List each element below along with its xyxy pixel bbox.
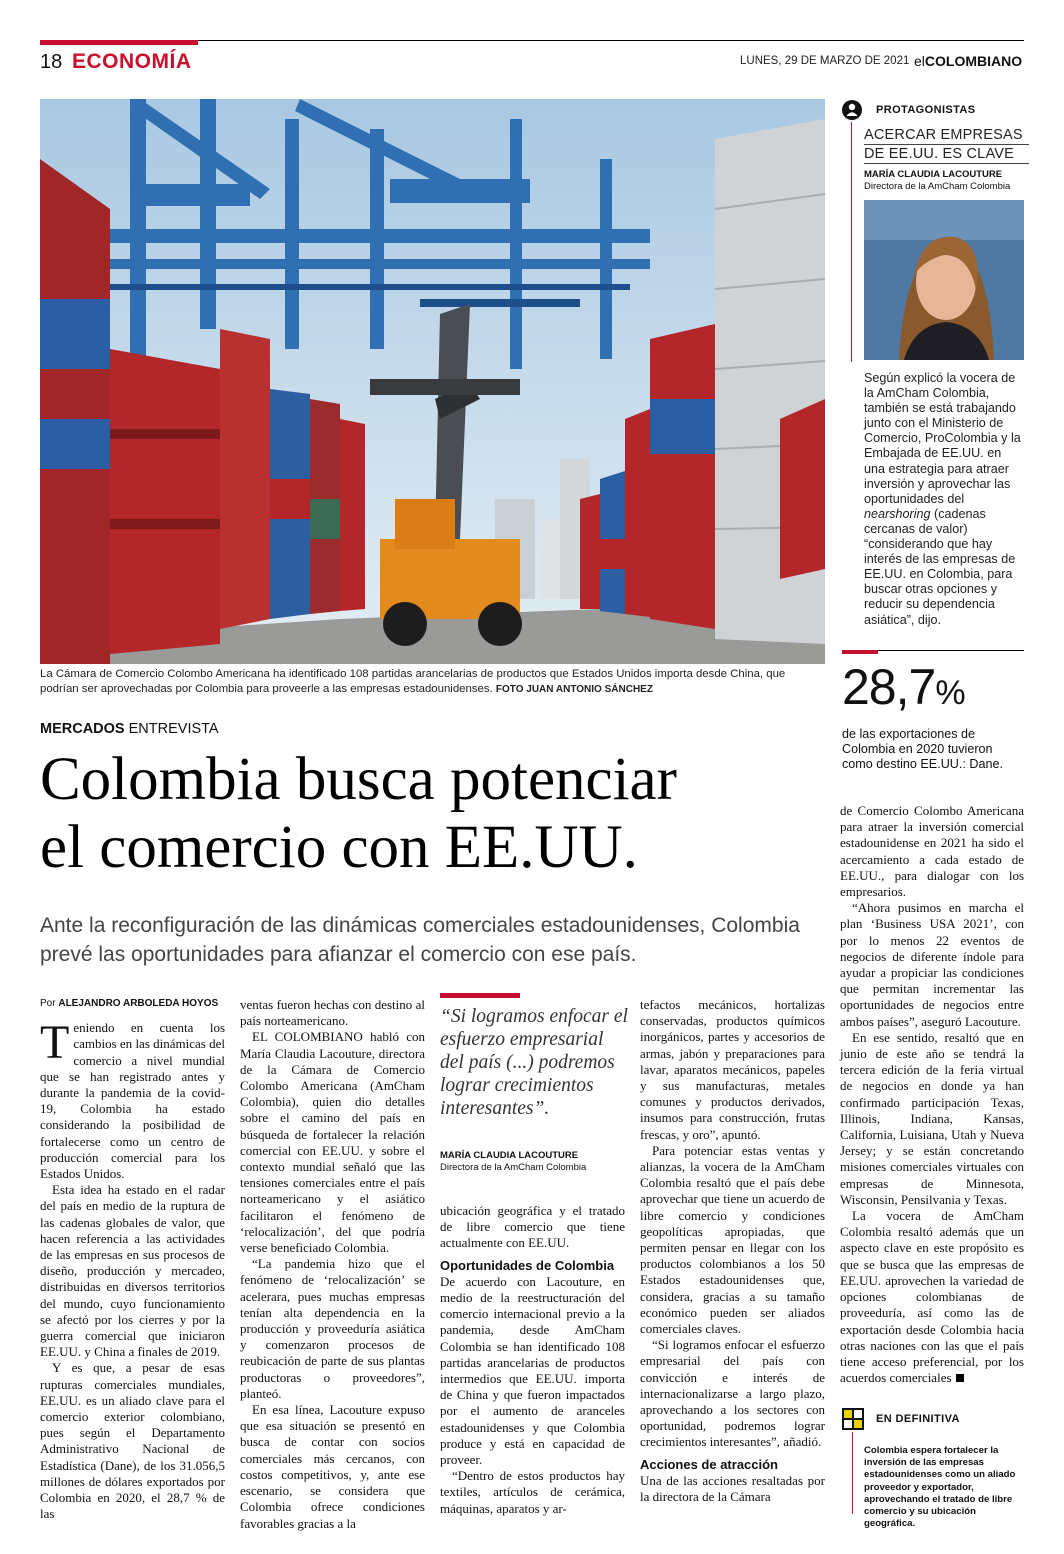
summary-label: EN DEFINITIVA — [876, 1413, 960, 1425]
article-headline — [40, 746, 830, 882]
article-lead: Ante la reconfiguración de las dinámicas comerciales estadounidenses, Colombia prevé las oportunidades para afianzar el comercio con ese país. — [40, 914, 800, 966]
stat-unit: % — [935, 674, 965, 712]
sidebar-label: PROTAGONISTAS — [876, 104, 976, 116]
paragraph: de Comercio Colombo Americana para atraer la inversión comercial estadounidense en 2021 ha sido el acercamiento a cada estado de EE.UU., para dialogar con los empresarios. — [840, 803, 1024, 900]
paragraph: Una de las acciones resaltadas por la directora de la Cámara — [640, 1472, 825, 1505]
paragraph: “La pandemia hizo que el fenómeno de ‘relocalización’ se acelerara, pues muchas empresas tenían alta dependencia en la producción y proveeduría asiática y comenzaron procesos de reubicación de parte de sus plantas productoras o proveedores”, planteó. — [240, 1256, 425, 1401]
paragraph — [40, 1016, 225, 1182]
byline — [40, 996, 225, 1012]
kicker-topic: MERCADOS — [40, 721, 125, 737]
logo-prefix: el — [914, 53, 925, 69]
quote-author: MARÍA CLAUDIA LACOUTURE — [440, 1150, 579, 1161]
paragraph: Para potenciar estas ventas y alianzas, la vocera de la AmCham Colombia resaltó que el país debe aprovechar que tiene un acuerdo de libre comercio y condiciones geopolíticas apropiadas, que permiten pensar en llegar con los productos colombianos a los 50 Estados estadounidenses que, considera, gracias a su tamaño económico pueden ser aliados comerciales claves. — [640, 1142, 825, 1337]
sidebar-title — [864, 126, 1029, 164]
headline-line-2: el comercio con EE.UU. — [40, 814, 638, 881]
section-accent-bar — [40, 40, 198, 45]
stat-number: 28,7 — [842, 659, 936, 715]
paragraph: “Si logramos enfocar el esfuerzo empresarial del país con convicción e interés de internacionalizarse a largo plazo, aprovechando a los sectores con oportunidad, podremos lograr crecimientos interesantes”, añadió. — [640, 1337, 825, 1450]
issue-date: LUNES, 29 DE MARZO DE 2021 — [740, 55, 910, 67]
paragraph: ventas fueron hechas con destino al país norteamericano. — [240, 997, 425, 1029]
sidebar-text-part: Según explicó la vocera de la AmCham Colombia, también se está trabajando junto con el Ministerio de Comercio, ProColombia y la Embajada de EE.UU. en una estrategia para atraer inversión y aprovechar las oportunidades del — [864, 371, 1021, 506]
summary-text: Colombia espera fortalecer la inversión de las empresas estadounidenses como un aliado proveedor y exportador, aprovechando el tratado de libre comercio y su ubicación geográfica. — [864, 1445, 1016, 1530]
page-number: 18 — [40, 51, 63, 73]
paragraph: ubicación geográfica y el tratado de libre comercio que tiene actualmente con EE.UU. — [440, 1203, 625, 1251]
article-column-3 — [440, 1203, 625, 1517]
quote-accent-bar — [440, 993, 520, 998]
paragraph-text: La vocera de AmCham Colombia resaltó además que un aspecto clave en este propósito es que se busca que las empresas de EE.UU. aprovechen la variedad de opciones colombianas de proveeduría, así como las de exportación desde Colombia hacia otras naciones con las que el país tiene acceso preferencial, por los acuerdos comerciales — [840, 1208, 1024, 1386]
sidebar-person-role: Directora de la AmCham Colombia — [864, 181, 1011, 192]
sidebar-title-line-2: DE EE.UU. ES CLAVE — [864, 145, 1029, 164]
sidebar-text-emphasis: nearshoring — [864, 506, 931, 521]
article-column-5 — [840, 803, 1024, 1386]
end-of-article-mark — [956, 1374, 964, 1382]
article-kicker — [40, 721, 219, 737]
article-column-1 — [40, 996, 225, 1523]
paragraph: EL COLOMBIANO habló con María Claudia Lacouture, directora de la Cámara de Comercio Colombo Americana (AmCham Colombia), quien dio detalles sobre el camino del país en búsqueda de fortalecer la relación comercial con EE.UU. y sobre el contexto mundial señaló que las tensiones comerciales entre el país norteamericano y el asiático facilitaron el fenómeno de ‘relocalización’, del que podría verse beneficiado Colombia. — [240, 1029, 425, 1256]
kicker-format: ENTREVISTA — [128, 721, 219, 737]
paragraph: Y es que, a pesar de esas rupturas comerciales mundiales, EE.UU. es un aliado clave para el comercio exterior colombiano, pues según el Departamento Administrativo Nacional de Estadística (Dane), de los 31.056,5 millones de dólares exportados por Colombia en 2020, el 28,7 % de las — [40, 1360, 225, 1522]
port-photo — [40, 99, 825, 664]
photo-credit: FOTO JUAN ANTONIO SÁNCHEZ — [495, 684, 653, 695]
newspaper-logo — [914, 53, 1022, 69]
headline-line-1: Colombia busca potenciar — [40, 746, 677, 813]
stat-figure — [842, 658, 965, 716]
paragraph — [840, 1208, 1024, 1386]
paragraph: tefactos mecánicos, hortalizas conservadas, productos químicos inorgánicos, partes y accesorios de armas, jabón y preparaciones para lavar, aparatos mecánicos, papeles y sus manufacturas, metales comunes y productos derivados, insumos para construcción, frutas frescas, y oro”, apuntó. — [640, 997, 825, 1142]
puzzle-icon — [842, 1408, 864, 1430]
sidebar-person-name: MARÍA CLAUDIA LACOUTURE — [864, 169, 1003, 180]
stat-description: de las exportaciones de Colombia en 2020 tuvieron como destino EE.UU.: Dane. — [842, 727, 1003, 771]
subheading: Oportunidades de Colombia — [440, 1257, 615, 1273]
paragraph: En esa línea, Lacouture expuso que esa situación se presentó en busca de contar con socios comerciales más cercanos, con costos competitivos, y, ante ese escenario, se considera que Colombia ofrece condiciones favorables gracias a la — [240, 1402, 425, 1531]
section-name: ECONOMÍA — [72, 50, 192, 73]
portrait-photo — [864, 200, 1024, 360]
stat-accent-bar — [842, 650, 878, 654]
caption-text: La Cámara de Comercio Colombo Americana ha identificado 108 partidas arancelarias de productos que Estados Unidos importa desde China, que podrían ser aprovechadas por Colombia para proveerle a las empresas estadounidenses. — [40, 668, 786, 695]
paragraph: “Ahora pusimos en marcha el plan ‘Business USA 2021’, con por lo menos 22 eventos de negocios de diferente índole para ayudar a propiciar las condiciones que permitan incrementar las oportunidades de negocios entre ambos países”, aseguró Lacouture. — [840, 900, 1024, 1029]
article-column-4 — [640, 997, 825, 1505]
sidebar-title-line-1: ACERCAR EMPRESAS — [864, 126, 1029, 145]
logo-name: COLOMBIANO — [924, 53, 1023, 69]
byline-prefix: Por — [40, 998, 56, 1009]
paragraph: De acuerdo con Lacouture, en medio de la reestructuración del comercio internacional previo a la pandemia, desde AmCham Colombia se han identificado 108 partidas arancelarias de productos intermedios que EE.UU. importa de China y que fueron impactados por el aumento de aranceles estadounidenses y que Colombia produce y está en capacidad de proveer. — [440, 1273, 625, 1468]
paragraph-text: eniendo en cuenta los cambios en las dinámicas del comercio a nivel mundial que se han registrado antes y durante la pandemia de la covid-19, Colombia ha estado considerando la posibilidad de fortalecerse como un centro de producción comercial para los Estados Unidos. — [40, 1020, 225, 1182]
sidebar-accent-line — [851, 122, 852, 362]
pull-quote: “Si logramos enfocar el esfuerzo empresarial del país (...) podremos lograr crecimientos interesantes”. — [440, 1006, 628, 1119]
quote-author-role: Directora de la AmCham Colombia — [440, 1162, 587, 1173]
photo-caption — [40, 667, 825, 697]
drop-cap: T — [40, 1016, 70, 1070]
sidebar-text — [864, 371, 1024, 628]
subheading: Acciones de atracción — [640, 1456, 778, 1472]
sidebar-text-part: (cadenas cercanas de valor) “considerando que hay interés de las empresas de EE.UU. en Colombia, para buscar otras opciones y reducir su dependencia asiática”, dijo. — [864, 506, 1016, 627]
byline-author: ALEJANDRO ARBOLEDA HOYOS — [58, 998, 219, 1009]
person-icon — [842, 100, 862, 120]
summary-accent-line — [852, 1432, 853, 1514]
container-port-illustration — [40, 99, 825, 664]
article-column-2 — [240, 997, 425, 1532]
paragraph: Esta idea ha estado en el radar del país en medio de la ruptura de las cadenas globales de valor, que hacen referencia a las actividades de las empresas en sus procesos de diseño, producción y mercadeo, distribuidas en diversos territorios del mundo, cuyo funcionamiento se afectó por los cierres y por la guerra comercial que iniciaron EE.UU. y China a finales de 2019. — [40, 1182, 225, 1360]
paragraph: “Dentro de estos productos hay textiles, artículos de cerámica, máquinas, aparatos y ar- — [440, 1468, 625, 1516]
paragraph: En ese sentido, resaltó que en junio de este año se tendrá la tercera edición de la feria virtual de negocios en donde ya han confirmado participación Texas, Illinois, Indiana, Kansas, California, Luisiana, Utah y Nueva Jersey; y se están concretando misiones comerciales virtuales con empresas de Minnesota, Wisconsin, Pensilvania y Texas. — [840, 1029, 1024, 1207]
